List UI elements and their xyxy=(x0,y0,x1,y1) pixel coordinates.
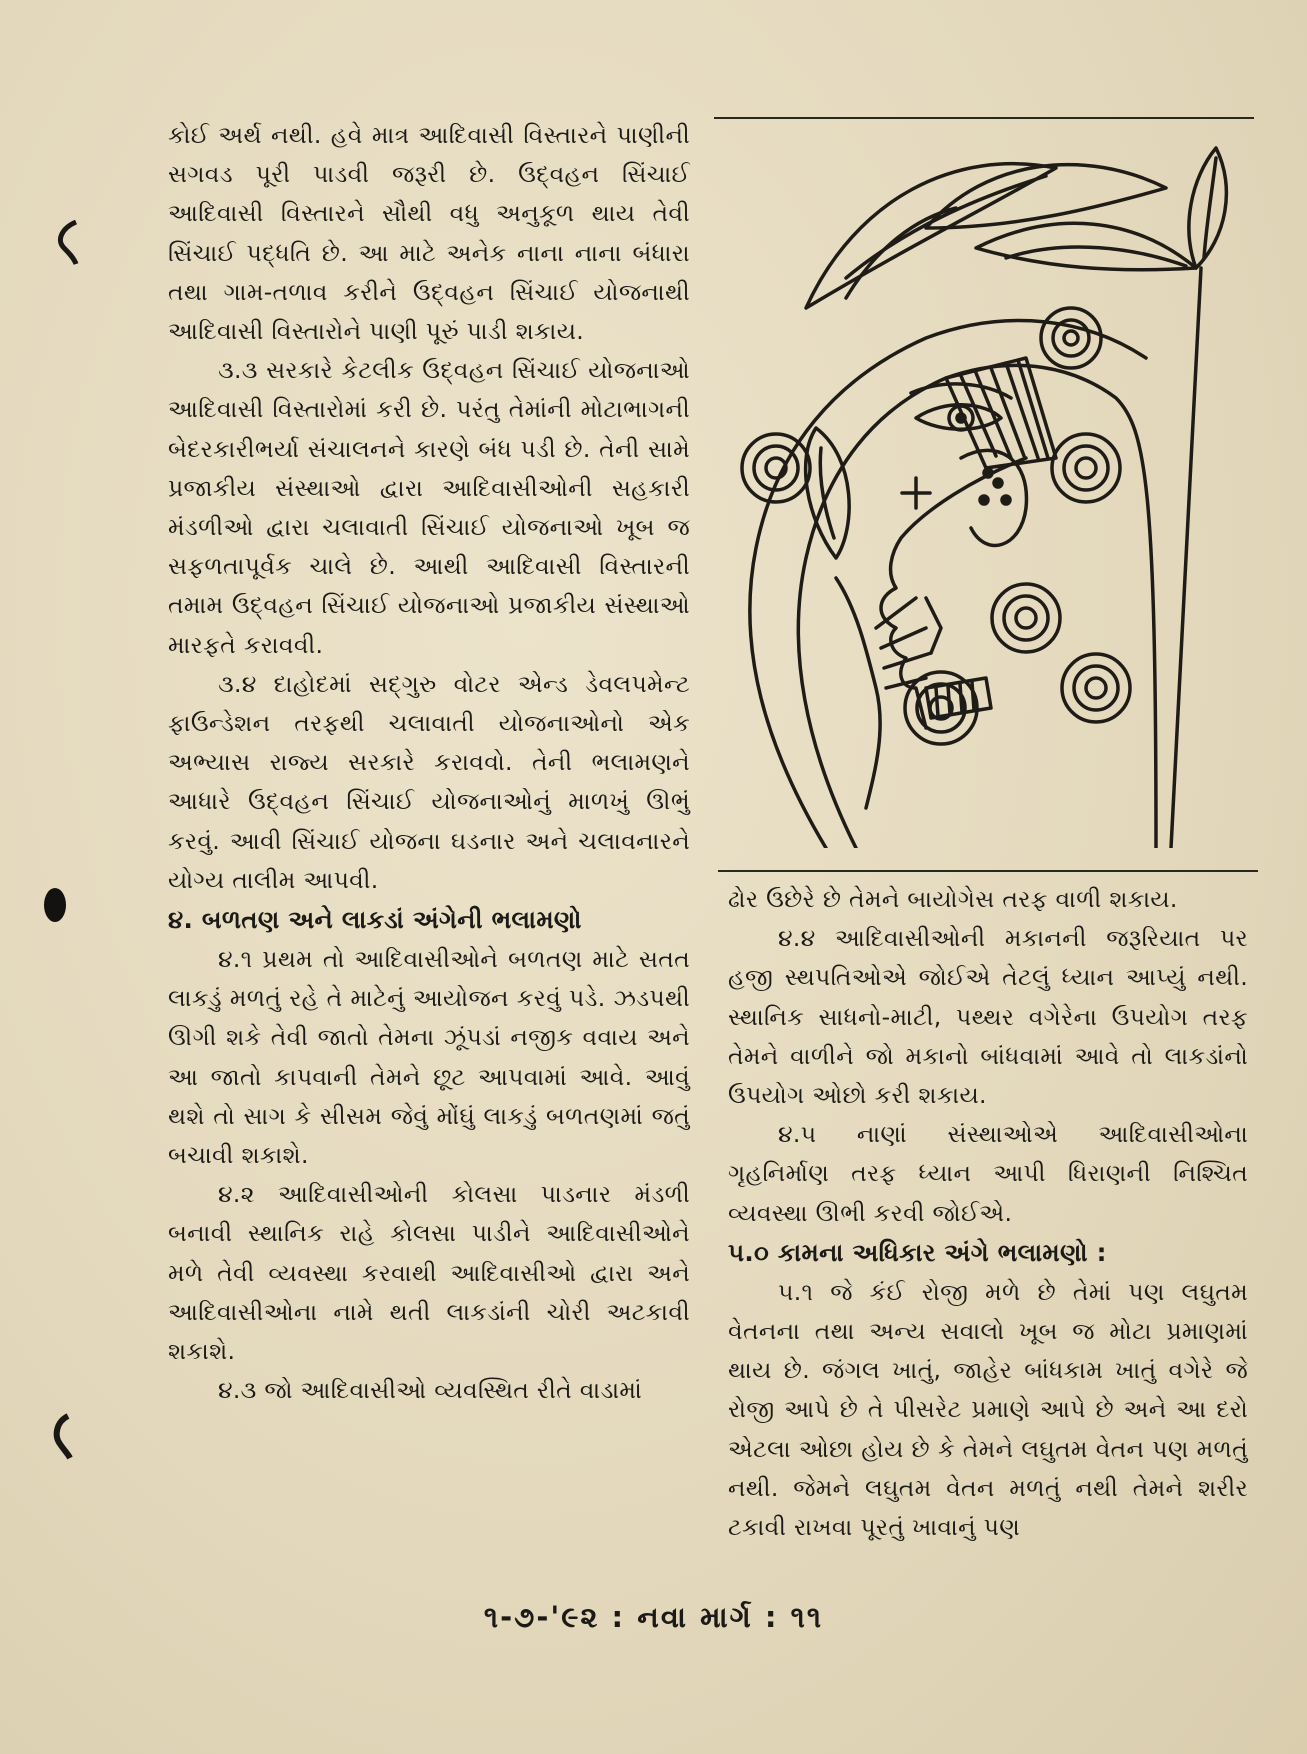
left-column xyxy=(168,116,690,1411)
section-heading: ૪. બળતણ અને લાકડાં અંગેની ભલામણો xyxy=(168,905,582,935)
paragraph: ૪.૫ નાણાં સંસ્થાઓએ આદિવાસીઓના ગૃહનિર્માણ તરફ ધ્યાન આપી ધિરાણની નિશ્ચિત વ્યવસ્થા ઊભી કરવી જોઈએ. xyxy=(728,1120,1248,1227)
paragraph: ૪.૨ આદિવાસીઓની કોલસા પાડનાર મંડળી બનાવી સ્થાનિક રાહે કોલસા પાડીને આદિવાસીઓને મળે તેવી વ્યવસ્થા કરવાથી આદિવાસીઓ દ્વારા અને આદિવાસીઓના નામે થતી લાકડાંની ચોરી અટકાવી શકાશે. xyxy=(168,1180,690,1366)
paragraph: ૪.૧ પ્રથમ તો આદિવાસીઓને બળતણ માટે સતત લાકડું મળતું રહે તે માટેનું આયોજન કરવું પડે. ઝડપથી ઊગી શકે તેવી જાતો તેમના ઝૂંપડાં નજીક વવાય અને આ જાતો કાપવાની તેમને છૂટ આપવામાં આવે. આવું થશે તો સાગ કે સીસમ જેવું મોંઘું લાકડું બળતણમાં જતું બચાવી શકાશે. xyxy=(168,945,690,1170)
page-footer: ૧-૭-'૯૨ : નવા માર્ગ : ૧૧ xyxy=(483,1600,824,1634)
top-rule xyxy=(714,117,1254,119)
bottom-rule xyxy=(718,870,1258,872)
paragraph: ૪.૩ જો આદિવાસીઓ વ્યવસ્થિત રીતે વાડામાં xyxy=(218,1376,643,1405)
right-column xyxy=(728,880,1248,1547)
paragraph: ૩.૪ દાહોદમાં સદ્‌ગુરુ વોટર એન્ડ ડેવલપમેન્ટ ફાઉન્ડેશન તરફથી ચલાવાતી યોજનાઓનો એક અભ્યાસ રાજ્ય સરકારે કરાવવો. તેની ભલામણને આધારે ઉદ્‌વહન સિંચાઈ યોજનાઓનું માળખું ઊભું કરવું. આવી સિંચાઈ યોજના ઘડનાર અને ચલાવનારને યોગ્ય તાલીમ આપવી. xyxy=(168,669,690,894)
paragraph: ૩.૩ સરકારે કેટલીક ઉદ્‌વહન સિંચાઈ યોજનાઓ આદિવાસી વિસ્તારોમાં કરી છે. પરંતુ તેમાંની મોટાભાગની બેદરકારીભર્યા સંચાલનને કારણે બંધ પડી છે. તેની સામે પ્રજાકીય સંસ્થાઓ દ્વારા આદિવાસીઓની સહકારી મંડળીઓ દ્વારા ચલાવાતી સિંચાઈ યોજનાઓ ખૂબ જ સફળતાપૂર્વક ચાલે છે. આથી આદિવાસી વિસ્તારની તમામ ઉદ્‌વહન સિંચાઈ યોજનાઓ પ્રજાકીય સંસ્થાઓ મારફતે કરાવવી. xyxy=(168,356,690,659)
paragraph: ૫.૧ જે કંઈ રોજી મળે છે તેમાં પણ લઘુતમ વેતનના તથા અન્ય સવાલો ખૂબ જ મોટા પ્રમાણમાં થાય છે. જંગલ ખાતું, જાહેર બાંધકામ ખાતું વગેરે જે રોજી આપે છે તે પીસરેટ પ્રમાણે આપે છે અને આ દરો એટલા ઓછા હોય છે કે તેમને લઘુતમ વેતન પણ મળતું નથી. જેમને લઘુતમ વેતન મળતું નથી તેમને શરીર ટકાવી રાખવા પૂરતું ખાવાનું પણ xyxy=(728,1277,1248,1542)
margin-mark xyxy=(50,218,80,268)
woman-with-flowers-illustration xyxy=(726,128,1246,848)
punch-hole-mark xyxy=(44,888,66,922)
paragraph: ઢોર ઉછેરે છે તેમને બાયોગેસ તરફ વાળી શકાય. xyxy=(728,885,1178,913)
margin-mark xyxy=(46,1410,76,1460)
paragraph: ૪.૪ આદિવાસીઓની મકાનની જરૂરિયાત પર હજી સ્થપતિઓએ જોઈએ તેટલું ધ્યાન આપ્યું નથી. સ્થાનિક સાધનો-માટી, પથ્થર વગેરેના ઉપયોગ તરફ તેમને વાળીને જો મકાનો બાંધવામાં આવે તો લાકડાંનો ઉપયોગ ઓછો કરી શકાય. xyxy=(728,924,1248,1110)
section-heading: ૫.૦ કામના અધિકાર અંગે ભલામણો : xyxy=(728,1237,1107,1267)
paragraph: કોઈ અર્થ નથી. હવે માત્ર આદિવાસી વિસ્તારને પાણીની સગવડ પૂરી પાડવી જરૂરી છે. ઉદ્‌વહન સિંચાઈ આદિવાસી વિસ્તારને સૌથી વધુ અનુકૂળ થાય તેવી સિંચાઈ પદ્ધતિ છે. આ માટે અનેક નાના નાના બંધારા તથા ગામ-તળાવ કરીને ઉદ્‌વહન સિંચાઈ યોજનાથી આદિવાસી વિસ્તારોને પાણી પૂરું પાડી શકાય. xyxy=(168,121,690,346)
